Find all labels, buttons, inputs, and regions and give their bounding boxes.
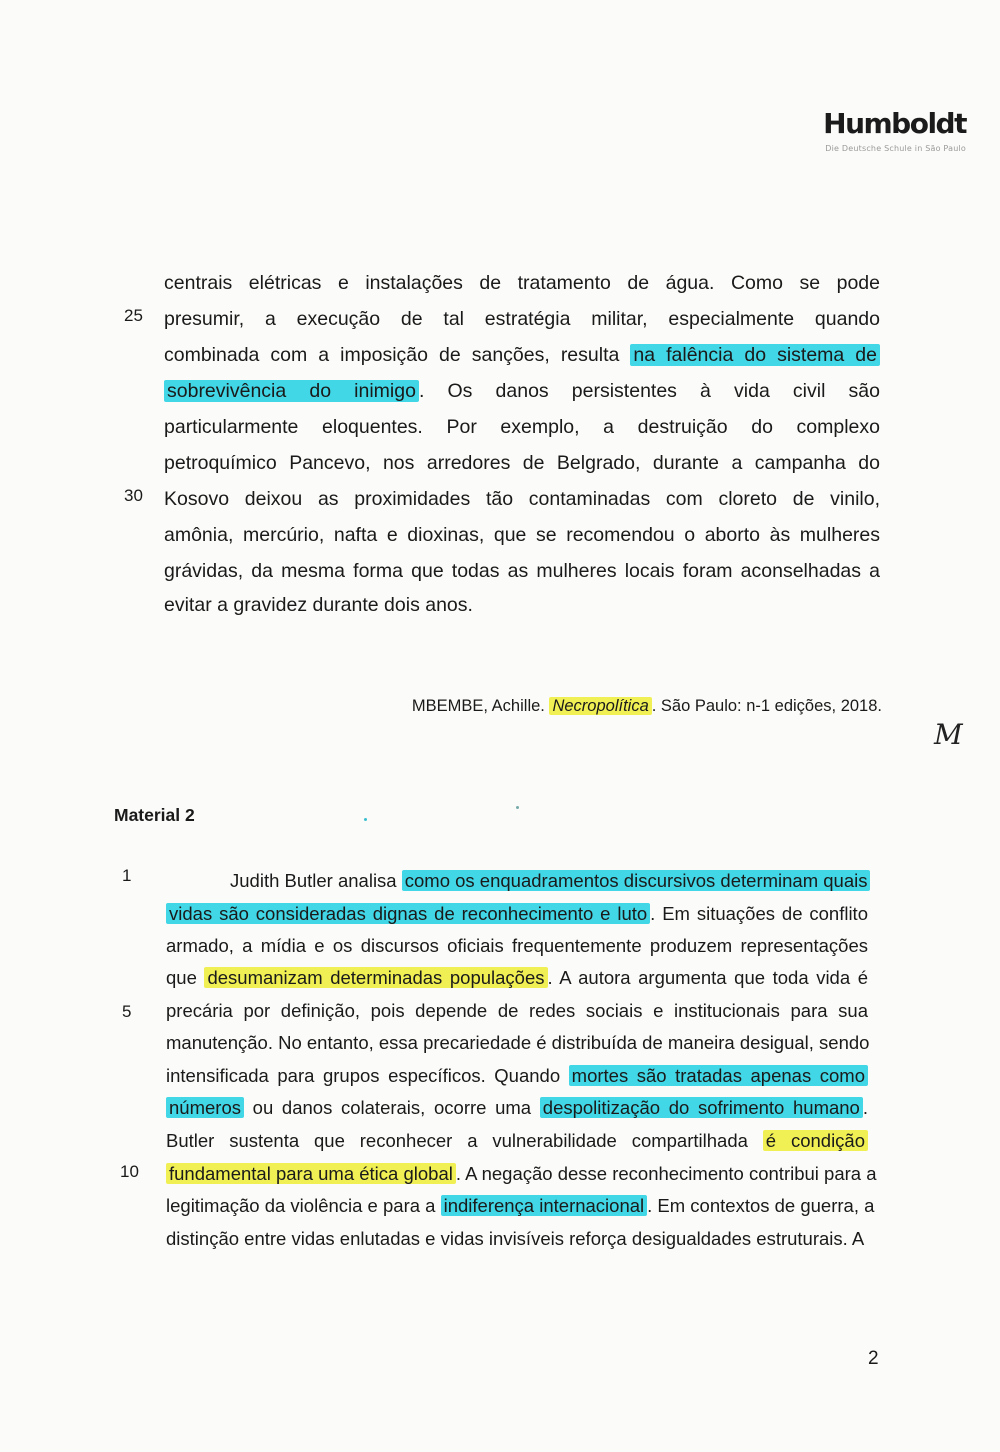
text-line xyxy=(166,1193,875,1219)
text-segment: ou danos colaterais, ocorre uma xyxy=(243,1097,540,1118)
text-segment: . Em situações de conflito xyxy=(650,903,868,924)
text-line xyxy=(164,592,880,618)
text-line xyxy=(164,306,880,332)
text-segment: Kosovo deixou as proximidades tão contaminadas com cloreto de vinilo, xyxy=(164,488,880,510)
highlighted-text: é condição xyxy=(763,1130,868,1151)
text-line xyxy=(164,378,880,404)
highlighted-text: mortes são tratadas apenas como xyxy=(569,1065,868,1086)
text-segment: centrais elétricas e instalações de tratamento de água. Como se pode xyxy=(164,272,880,294)
highlighted-text: indiferença internacional xyxy=(441,1195,648,1216)
text-segment: presumir, a execução de tal estratégia militar, especialmente quando xyxy=(164,308,880,330)
text-line xyxy=(166,1161,877,1187)
ink-speck xyxy=(364,818,367,821)
highlighted-text: Necropolítica xyxy=(549,697,651,715)
school-logo xyxy=(823,107,966,153)
line-number: 5 xyxy=(122,1002,132,1021)
text-line xyxy=(166,1226,868,1252)
highlighted-text: como os enquadramentos discursivos determinam quais xyxy=(402,870,871,891)
citation xyxy=(412,697,882,716)
text-line xyxy=(166,901,868,927)
line-number: 30 xyxy=(124,486,143,505)
text-segment: intensificada para grupos específicos. Quando xyxy=(166,1065,569,1086)
text-line xyxy=(166,1095,868,1121)
text-line xyxy=(166,1063,868,1089)
highlighted-text: fundamental para uma ética global xyxy=(166,1163,456,1184)
text-segment: Judith Butler analisa xyxy=(230,870,402,891)
text-segment: precária por definição, pois depende de redes sociais e institucionais para sua xyxy=(166,1000,868,1021)
text-line xyxy=(166,1128,868,1154)
logo-tagline: Die Deutsche Schule in São Paulo xyxy=(825,144,966,153)
text-line xyxy=(164,558,880,584)
text-segment: MBEMBE, Achille. xyxy=(411,697,550,715)
highlighted-text: sobrevivência do inimigo xyxy=(164,380,419,402)
text-segment: manutenção. No entanto, essa precariedade é distribuída de maneira desigual, sendo xyxy=(166,1032,870,1053)
text-segment: particularmente eloquentes. Por exemplo, a destruição do complexo xyxy=(164,416,880,438)
line-number: 25 xyxy=(124,306,143,325)
logo-text: Humboldt xyxy=(823,107,966,140)
text-segment: . xyxy=(862,1097,868,1118)
text-line xyxy=(164,342,880,368)
text-segment: evitar a gravidez durante dois anos. xyxy=(164,594,473,616)
highlighted-text: vidas são consideradas dignas de reconhecimento e luto xyxy=(166,903,650,924)
ink-speck xyxy=(516,806,519,809)
text-segment: amônia, mercúrio, nafta e dioxinas, que se recomendou o aborto às mulheres xyxy=(164,524,880,546)
highlighted-text: desumanizam determinadas populações xyxy=(204,967,547,988)
text-line xyxy=(164,522,880,548)
text-line xyxy=(164,486,880,512)
line-number: 10 xyxy=(120,1162,139,1181)
text-line xyxy=(166,933,868,959)
text-line xyxy=(164,414,880,440)
material2-heading: Material 2 xyxy=(114,805,195,825)
text-segment: . Os danos persistentes à vida civil são xyxy=(418,380,880,402)
text-line xyxy=(166,965,868,991)
text-segment: Butler sustenta que reconhecer a vulnerabilidade compartilhada xyxy=(166,1130,763,1151)
text-segment: petroquímico Pancevo, nos arredores de Belgrado, durante a campanha do xyxy=(164,452,880,474)
text-segment: . Em contextos de guerra, a xyxy=(647,1195,875,1216)
text-segment: . A negação desse reconhecimento contribui para a xyxy=(455,1163,877,1184)
highlighted-text: na falência do sistema de xyxy=(630,344,880,366)
text-segment: armado, a mídia e os discursos oficiais frequentemente produzem representações xyxy=(166,935,868,956)
text-line xyxy=(164,450,880,476)
text-line xyxy=(166,998,868,1024)
text-segment: . A autora argumenta que toda vida é xyxy=(547,967,869,988)
line-number: 1 xyxy=(122,866,132,885)
text-line xyxy=(164,270,880,296)
text-segment: grávidas, da mesma forma que todas as mulheres locais foram aconselhadas a xyxy=(164,560,880,582)
text-line xyxy=(230,868,868,894)
text-segment: distinção entre vidas enlutadas e vidas invisíveis reforça desigualdades estruturais. A xyxy=(166,1228,865,1249)
handwritten-initial: M xyxy=(934,718,963,751)
text-line xyxy=(166,1030,868,1056)
text-segment: que xyxy=(166,967,205,988)
highlighted-text: despolitização do sofrimento humano xyxy=(540,1097,863,1118)
page-number: 2 xyxy=(868,1348,879,1369)
text-segment: legitimação da violência e para a xyxy=(166,1195,441,1216)
text-segment: . São Paulo: n-1 edições, 2018. xyxy=(651,697,882,715)
highlighted-text: números xyxy=(166,1097,244,1118)
text-segment: combinada com a imposição de sanções, resulta xyxy=(164,344,631,366)
